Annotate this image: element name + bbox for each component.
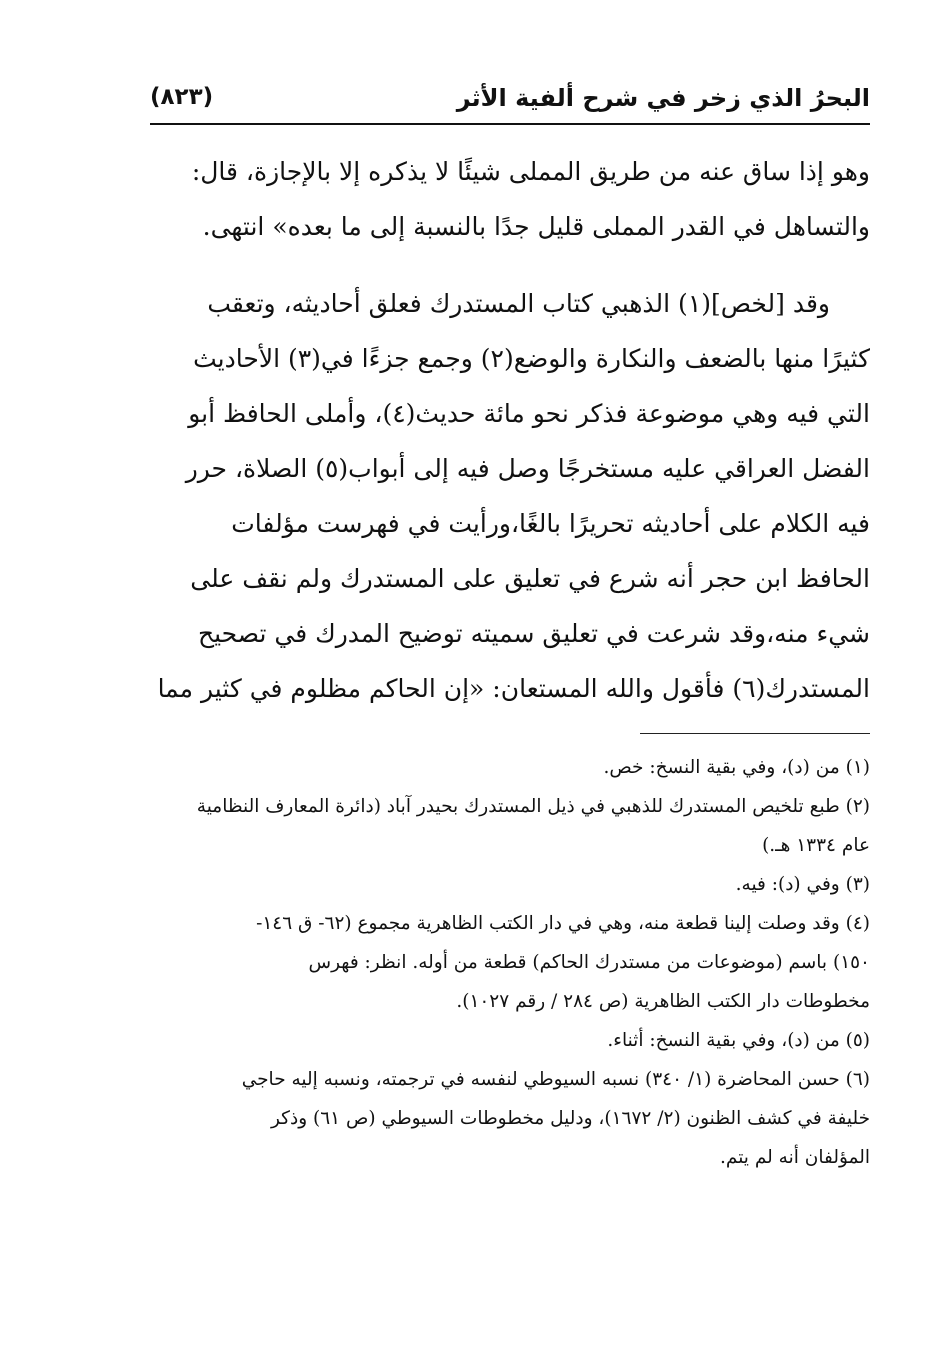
page-header <box>150 82 870 120</box>
footnote-line: (١) من (د)، وفي بقية النسخ: خص. <box>603 757 870 778</box>
text-line: الحافظ ابن حجر أنه شرع في تعليق على المستدرك ولم نقف على <box>190 564 870 593</box>
footnote-separator <box>640 733 870 734</box>
text-line: وقد [لخص](١) الذهبي كتاب المستدرك فعلق أحاديثه، وتعقب <box>207 289 830 318</box>
footnote-line: عام ١٣٣٤ هـ.) <box>762 835 870 856</box>
footnote-line: (٤) وقد وصلت إلينا قطعة منه، وهي في دار الكتب الظاهرية مجموع (٦٢- ق ١٤٦- <box>256 913 870 934</box>
text-line: الفضل العراقي عليه مستخرجًا وصل فيه إلى أبواب(٥) الصلاة، حرر <box>185 454 870 483</box>
main-text <box>150 144 870 716</box>
text-line: التي فيه وهي موضوعة فذكر نحو مائة حديث(٤)، وأملى الحافظ أبو <box>188 399 870 428</box>
footnote-line: (٥) من (د)، وفي بقية النسخ: أثناء. <box>607 1030 870 1051</box>
footnote-line: المؤلفان أنه لم يتم. <box>720 1147 870 1168</box>
footnote-line: (٣) وفي (د): فيه. <box>735 874 870 895</box>
footnote-line: خليفة في كشف الظنون (٢/ ١٦٧٢)، ودليل مخطوطات السيوطي (ص ٦١) وذكر <box>270 1108 870 1129</box>
footnotes <box>150 748 870 1177</box>
paragraph-gap <box>150 254 870 276</box>
page-number: (٨٢٣) <box>150 84 214 110</box>
text-line: وهو إذا ساق عنه من طريق المملى شيئًا لا يذكره إلا بالإجازة، قال: <box>191 157 870 186</box>
text-line: كثيرًا منها بالضعف والنكارة والوضع(٢) وجمع جزءًا في(٣) الأحاديث <box>193 344 870 373</box>
text-line: المستدرك(٦) فأقول والله المستعان: «إن الحاكم مظلوم في كثير مما <box>157 674 870 703</box>
footnote-line: (٦) حسن المحاضرة (١/ ٣٤٠) نسبه السيوطي لنفسه في ترجمته، ونسبه إليه حاجي <box>241 1069 870 1090</box>
footnote-line: (٢) طبع تلخيص المستدرك للذهبي في ذيل المستدرك بحيدر آباد (دائرة المعارف النظامية <box>196 796 870 817</box>
text-line: فيه الكلام على أحاديثه تحريرًا بالغًا،ورأيت في فهرست مؤلفات <box>231 509 870 538</box>
footnote-line: مخطوطات دار الكتب الظاهرية (ص ٢٨٤ / رقم ١٠٢٧). <box>456 991 870 1012</box>
text-line: والتساهل في القدر المملى قليل جدًا بالنسبة إلى ما بعده» انتهى. <box>202 212 870 241</box>
text-line: شيء منه،وقد شرعت في تعليق سميته توضيح المدرك في تصحيح <box>197 619 870 648</box>
footnote-line: ١٥٠) باسم (موضوعات من مستدرك الحاكم) قطعة من أوله. انظر: فهرس <box>308 952 870 973</box>
running-title: البحرُ الذي زخر في شرح ألفية الأثر <box>456 84 870 112</box>
header-rule <box>150 123 870 125</box>
